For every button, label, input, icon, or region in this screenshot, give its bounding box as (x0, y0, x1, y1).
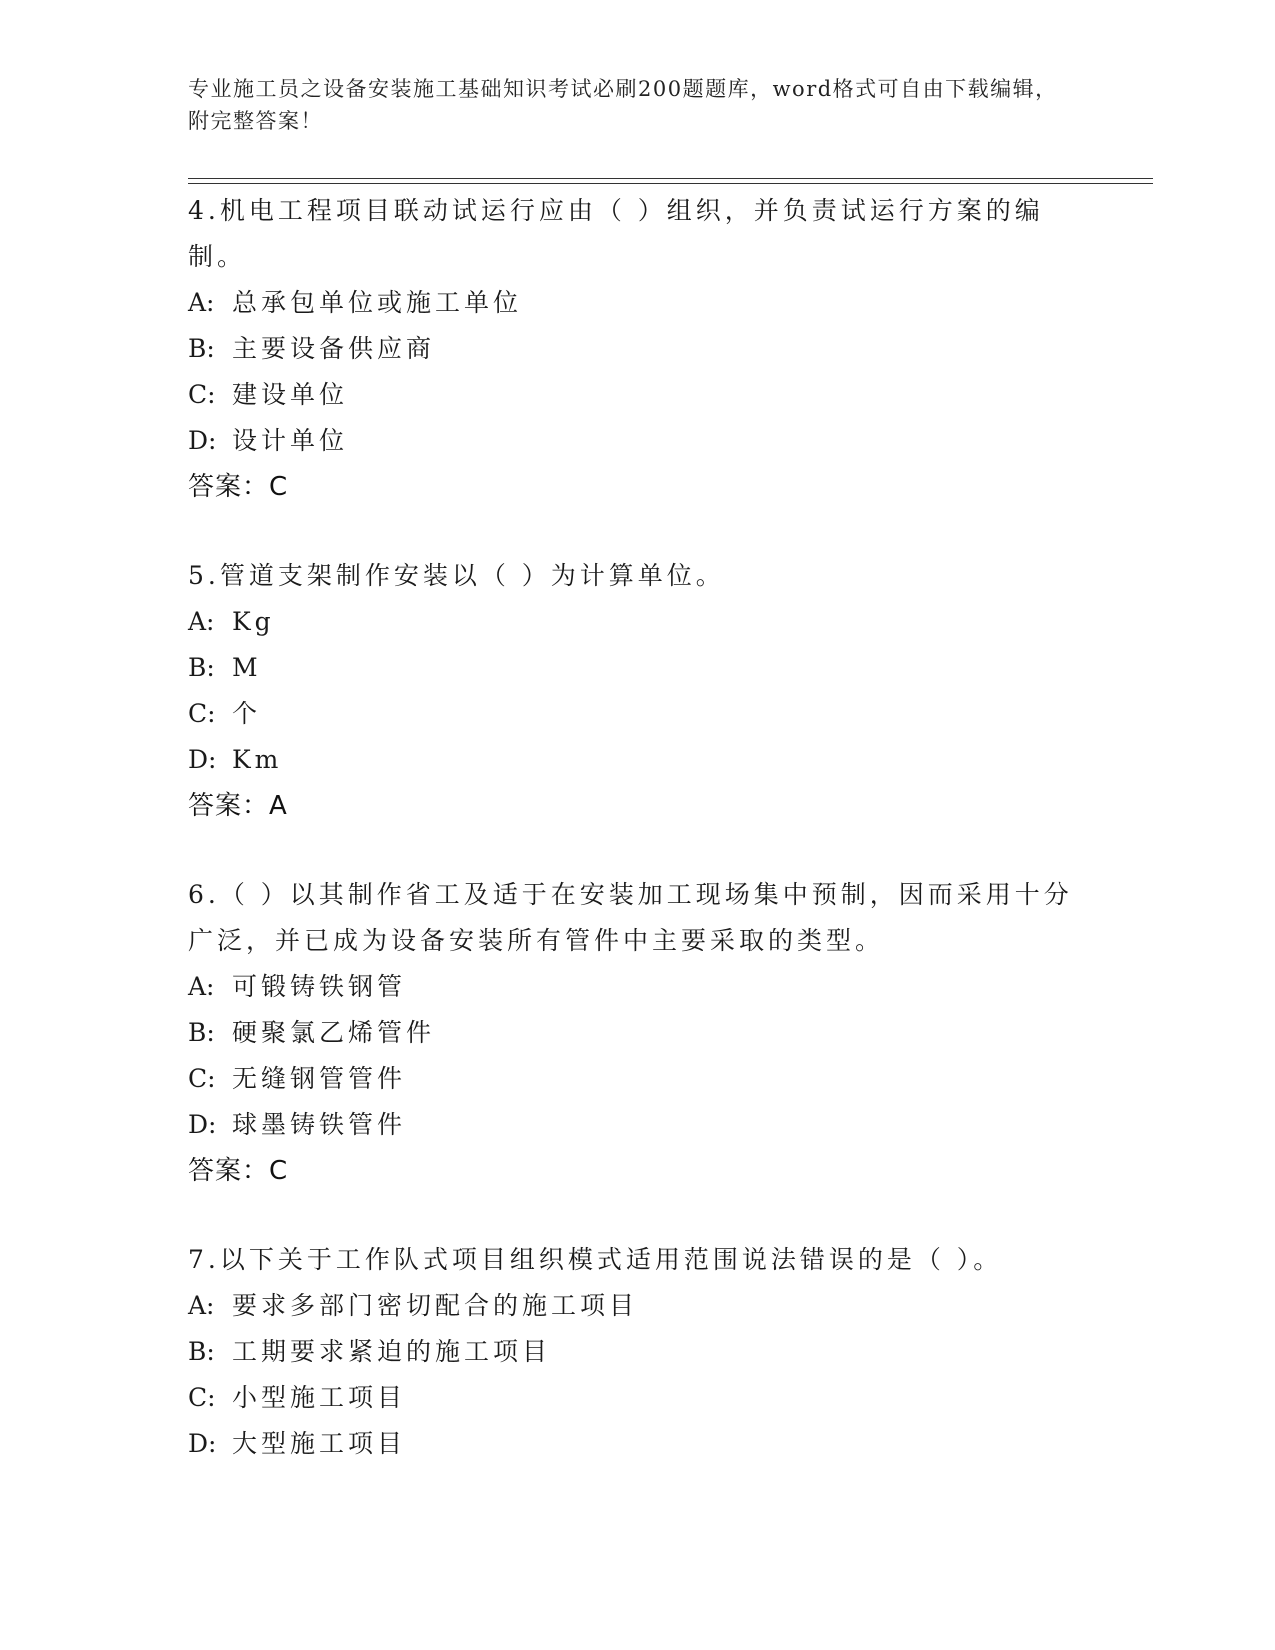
option-letter: C: (188, 699, 216, 728)
option-letter: D: (188, 426, 217, 455)
header-divider-bottom (188, 183, 1153, 184)
option-a (188, 280, 1078, 326)
option-letter: D: (188, 1110, 217, 1139)
answer-line: 答案：A (188, 791, 288, 821)
option-text: M (232, 653, 262, 682)
option-letter: C: (188, 380, 216, 409)
question-4 (188, 188, 1078, 510)
option-letter: B: (188, 653, 215, 682)
option-letter: C: (188, 1383, 216, 1412)
option-a (188, 964, 1078, 1010)
option-text: Km (232, 745, 283, 774)
question-5 (188, 553, 1078, 829)
option-d (188, 737, 1078, 783)
option-letter: A: (188, 288, 215, 317)
option-a (188, 1283, 1078, 1329)
question-stem: 5.管道支架制作安装以（ ）为计算单位。 (188, 561, 725, 590)
option-a (188, 599, 1078, 645)
option-text: 小型施工项目 (232, 1383, 407, 1412)
option-text: 硬聚氯乙烯管件 (232, 1018, 436, 1047)
option-text: 要求多部门密切配合的施工项目 (232, 1291, 639, 1320)
option-letter: A: (188, 1291, 215, 1320)
answer-line: 答案：C (188, 1156, 289, 1186)
option-text: 设计单位 (232, 426, 349, 455)
option-letter: D: (188, 745, 217, 774)
option-text: 球墨铸铁管件 (232, 1110, 407, 1139)
option-b (188, 645, 1078, 691)
option-letter: A: (188, 972, 215, 1001)
question-stem: 4.机电工程项目联动试运行应由（ ）组织，并负责试运行方案的编制。 (188, 196, 1044, 271)
option-text: 主要设备供应商 (232, 334, 436, 363)
option-text: Kg (232, 607, 275, 636)
option-c (188, 691, 1078, 737)
option-text: 无缝钢管管件 (232, 1064, 407, 1093)
option-text: 个 (232, 699, 262, 728)
question-7 (188, 1237, 1078, 1467)
option-c (188, 1056, 1078, 1102)
option-d (188, 1421, 1078, 1467)
option-letter: D: (188, 1429, 217, 1458)
option-d (188, 1102, 1078, 1148)
header-divider-top (188, 178, 1153, 179)
option-letter: A: (188, 607, 215, 636)
question-6 (188, 872, 1078, 1194)
option-text: 总承包单位或施工单位 (232, 288, 523, 317)
option-c (188, 1375, 1078, 1421)
document-header: 专业施工员之设备安装施工基础知识考试必刷200题题库，word格式可自由下载编辑，附完整答案！ (188, 77, 1058, 133)
option-b (188, 1329, 1078, 1375)
option-b (188, 1010, 1078, 1056)
option-letter: C: (188, 1064, 216, 1093)
question-stem: 6.（ ）以其制作省工及适于在安装加工现场集中预制，因而采用十分广泛，并已成为设备安装所有管件中主要采取的类型。 (188, 880, 1073, 955)
answer-line: 答案：C (188, 472, 289, 502)
option-d (188, 418, 1078, 464)
option-letter: B: (188, 334, 215, 363)
question-stem: 7.以下关于工作队式项目组织模式适用范围说法错误的是（ ）。 (188, 1245, 1003, 1274)
option-text: 建设单位 (232, 380, 349, 409)
option-letter: B: (188, 1018, 215, 1047)
option-text: 可锻铸铁钢管 (232, 972, 407, 1001)
option-text: 工期要求紧迫的施工项目 (232, 1337, 552, 1366)
option-text: 大型施工项目 (232, 1429, 407, 1458)
option-letter: B: (188, 1337, 215, 1366)
option-b (188, 326, 1078, 372)
option-c (188, 372, 1078, 418)
